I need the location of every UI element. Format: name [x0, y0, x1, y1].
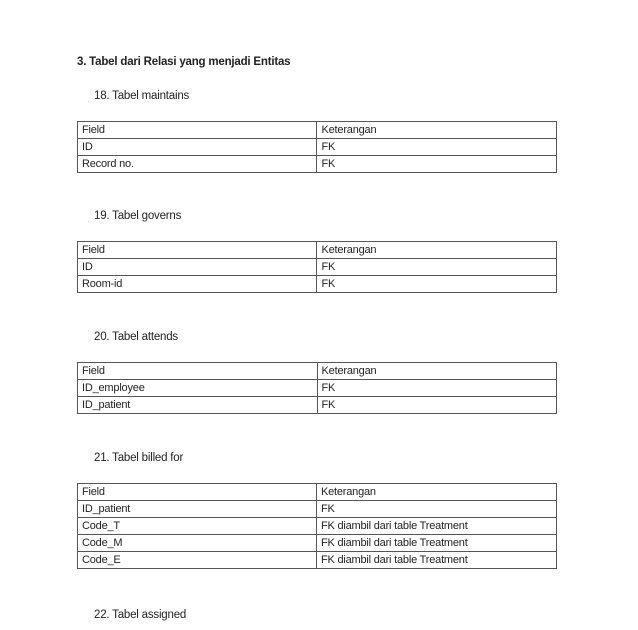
table-governs: [77, 241, 557, 293]
table-header-row: [78, 484, 557, 501]
table-title-attends: 20. Tabel attends: [94, 331, 178, 343]
header-cell-field: Field: [78, 242, 317, 259]
table-row: [78, 380, 557, 397]
table-row: [78, 518, 557, 535]
table-row: [78, 552, 557, 569]
table-billed-for: [77, 483, 557, 569]
table-cell: ID_patient: [78, 501, 317, 518]
table-row: [78, 501, 557, 518]
table-cell: FK: [316, 501, 556, 518]
table-title-governs: 19. Tabel governs: [94, 210, 182, 222]
header-cell-field: Field: [78, 122, 317, 139]
table-row: [78, 259, 557, 276]
table-cell: FK diambil dari table Treatment: [316, 552, 556, 569]
header-cell-keterangan: Keterangan: [317, 242, 557, 259]
header-cell-keterangan: Keterangan: [316, 484, 556, 501]
table-cell: ID: [78, 139, 317, 156]
table-header-row: [78, 122, 557, 139]
section-heading: 3. Tabel dari Relasi yang menjadi Entitas: [77, 56, 291, 68]
table-cell: FK: [317, 139, 557, 156]
table-title-billed-for: 21. Tabel billed for: [94, 452, 184, 464]
table-cell: FK: [317, 156, 557, 173]
table-row: [78, 535, 557, 552]
table-cell: ID_patient: [78, 397, 318, 414]
table-cell: FK: [317, 259, 557, 276]
table-title-assigned: 22. Tabel assigned: [94, 609, 187, 621]
table-cell: Record no.: [78, 156, 317, 173]
header-cell-field: Field: [78, 363, 318, 380]
table-cell: ID_employee: [78, 380, 318, 397]
header-cell-keterangan: Keterangan: [317, 122, 557, 139]
table-cell: Room-id: [78, 276, 317, 293]
table-row: [78, 276, 557, 293]
table-maintains: [77, 121, 557, 173]
table-row: [78, 397, 557, 414]
table-attends: [77, 362, 557, 414]
table-header-row: [78, 363, 557, 380]
table-header-row: [78, 242, 557, 259]
header-cell-field: Field: [78, 484, 317, 501]
table-cell: ID: [78, 259, 317, 276]
table-row: [78, 139, 557, 156]
table-cell: Code_T: [78, 518, 317, 535]
table-cell: Code_E: [78, 552, 317, 569]
table-cell: FK: [317, 276, 557, 293]
table-cell: FK diambil dari table Treatment: [316, 518, 556, 535]
table-cell: FK: [317, 397, 556, 414]
table-cell: FK: [317, 380, 556, 397]
header-cell-keterangan: Keterangan: [317, 363, 556, 380]
table-row: [78, 156, 557, 173]
table-title-maintains: 18. Tabel maintains: [94, 90, 190, 102]
table-cell: FK diambil dari table Treatment: [316, 535, 556, 552]
table-cell: Code_M: [78, 535, 317, 552]
